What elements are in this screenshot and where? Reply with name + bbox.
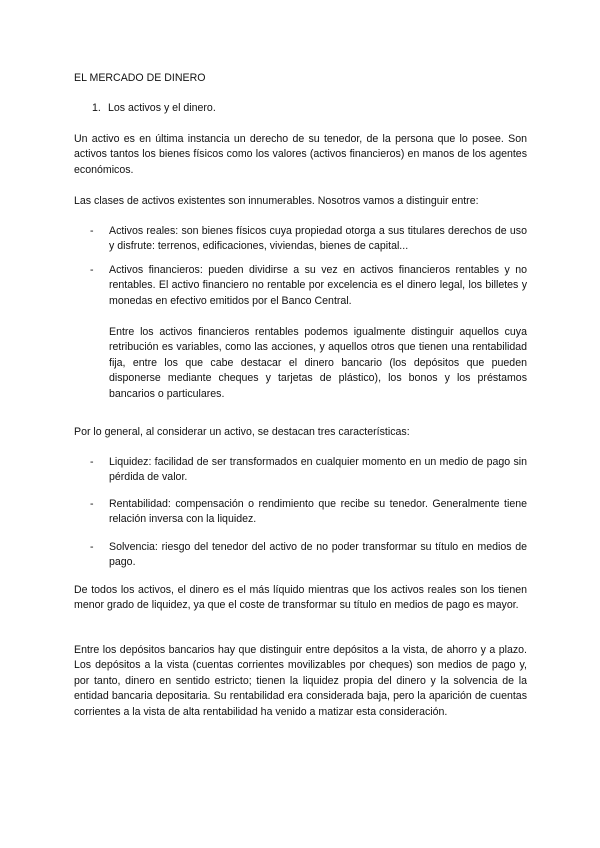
bullet-dash: - (90, 456, 94, 468)
liquidity-paragraph: De todos los activos, el dinero es el más líquido mientras que los activos reales son los tienen menor grado de liquidez, ya que el coste de transformar su título en medios de pago es mayor. (74, 584, 527, 612)
list-item-solvencia (90, 540, 527, 571)
characteristics-intro: Por lo general, al considerar un activo, se destacan tres características: (74, 426, 410, 438)
bullet-dash: - (90, 264, 94, 276)
list-item-liquidez (90, 455, 527, 486)
section-label: Los activos y el dinero. (108, 102, 216, 114)
list-item-activos-reales (90, 224, 527, 255)
section-heading (92, 101, 216, 116)
bullet-dash: - (90, 498, 94, 510)
list-item-text: Rentabilidad: compensación o rendimiento que recibe su tenedor. Generalmente tiene relación inversa con la liquidez. (109, 498, 527, 526)
bullet-dash: - (90, 541, 94, 553)
list-item-text: Solvencia: riesgo del tenedor del activo de no poder transformar su título en medios de pago. (109, 541, 527, 569)
list-item-text: Activos reales: son bienes físicos cuya propiedad otorga a sus titulares derechos de uso y disfrute: terrenos, edificaciones, viviendas, bienes de capital... (109, 225, 527, 253)
list-item-rentabilidad (90, 497, 527, 528)
deposits-paragraph: Entre los depósitos bancarios hay que distinguir entre depósitos a la vista, de ahorro y a plazo. Los depósitos a la vista (cuentas corrientes movilizables por cheques) son medios de pago y, por tanto, dinero en sentido estricto; tienen la liquidez propia del dinero y la solvencia de la entidad bancaria depositaria. Su rentabilidad era considerada baja, pero la aparición de cuentas corrientes a la vista de alta rentabilidad ha venido a matizar esta consideración. (74, 644, 527, 718)
list-item-activos-financieros (90, 263, 527, 309)
intro-paragraph: Un activo es en última instancia un derecho de su tenedor, de la persona que lo posee. Son activos tantos los bienes físicos como los valores (activos financieros) en manos de los agentes económicos. (74, 133, 527, 176)
section-number: 1. (92, 102, 101, 114)
list-item-text: Activos financieros: pueden dividirse a su vez en activos financieros rentables y no rentables. El activo financiero no rentable por excelencia es el dinero legal, los billetes y monedas en efectivo emitidos por el Banco Central. (109, 264, 527, 307)
document-title: EL MERCADO DE DINERO (74, 72, 206, 84)
list-item-text: Liquidez: facilidad de ser transformados en cualquier momento en un medio de pago sin pérdida de valor. (109, 456, 527, 484)
bullet-dash: - (90, 225, 94, 237)
asset-classes-intro: Las clases de activos existentes son innumerables. Nosotros vamos a distinguir entre: (74, 195, 479, 207)
financial-assets-detail: Entre los activos financieros rentables podemos igualmente distinguir aquellos cuya retribución es variables, como las acciones, y aquellos otros que tienen una rentabilidad fija, entre los que cabe destacar el dinero bancario (los depósitos que pueden disponerse mediante cheques y tarjetas de plástico), los bonos y los préstamos bancarios o particulares. (109, 326, 527, 400)
